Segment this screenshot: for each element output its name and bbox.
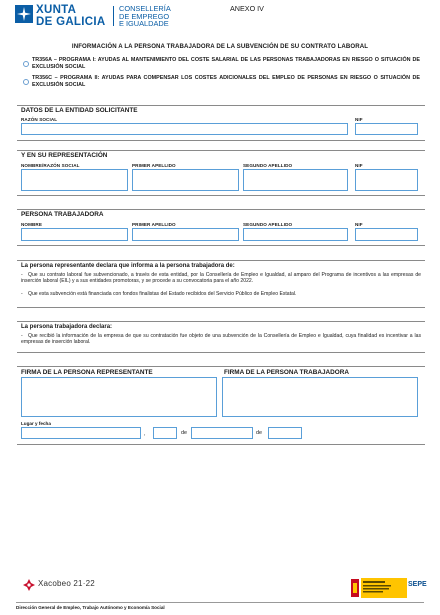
entidad-nif-input[interactable] <box>355 123 418 135</box>
anio-input[interactable] <box>268 427 302 439</box>
gobierno-espana-logo-icon <box>351 578 407 598</box>
entidad-title: DATOS DE LA ENTIDAD SOLICITANTE <box>21 107 138 114</box>
trab-nif-label: NIF <box>355 222 363 227</box>
trab-apellido1-label: PRIMER APELLIDO <box>132 222 176 227</box>
rep-apellido1-label: PRIMER APELLIDO <box>132 163 176 168</box>
conselleria-line-3: E IGUALDADE <box>119 19 169 29</box>
trab-apellido2-input[interactable] <box>243 228 348 241</box>
footer-divider <box>16 602 424 603</box>
firma-trabajadora-box[interactable] <box>222 377 418 417</box>
page-title: INFORMACIÓN A LA PERSONA TRABAJADORA DE LA SUBVENCIÓN DE SU CONTRATO LABORAL <box>71 43 369 50</box>
trab-nombre-label: NOMBRE <box>21 222 43 227</box>
xunta-logo-text <box>36 5 105 28</box>
trabajadora-title: PERSONA TRABAJADORA <box>21 211 104 218</box>
xacobeo-text: Xacobeo 21·22 <box>38 579 95 588</box>
conselleria-text <box>119 5 204 28</box>
lugar-input[interactable] <box>21 427 141 439</box>
representacion-title: Y EN SU REPRESENTACIÓN <box>21 152 108 159</box>
razon-social-label: RAZÓN SOCIAL <box>21 117 58 122</box>
rep-nif-label: NIF <box>355 163 363 168</box>
declaracion-representante-text-2: Que esta subvención está financiada con fondos finalistas del Estado recibidos del Servicio Público de Empleo Estatal. <box>28 291 297 297</box>
trab-apellido1-input[interactable] <box>132 228 239 241</box>
rep-nombre-input[interactable] <box>21 169 128 191</box>
rep-apellido2-label: SEGUNDO APELLIDO <box>243 163 293 168</box>
firma-trabajadora-title: FIRMA DE LA PERSONA TRABAJADORA <box>224 369 349 376</box>
entidad-nif-label: NIF <box>355 117 363 122</box>
footer-direccion: Dirección General de Empleo, Trabajo Autónomo y Economía Social <box>16 605 165 610</box>
firma-representante-title: FIRMA DE LA PERSONA REPRESENTANTE <box>21 369 153 376</box>
conselleria-line-1: CONSELLERÍA <box>119 4 171 13</box>
bullet-dash: - <box>21 272 23 278</box>
program-2-radio[interactable] <box>23 79 29 85</box>
program-2-label: TR356C – PROGRAMA II: AYUDAS PARA COMPENSAR LOS COSTES ADICIONALES DEL EMPLEO DE PERSONAS EN RIESGO O SITUACIÓN DE EXCLUSIÓN SOCIAL <box>32 75 420 88</box>
xunta-line-1: XUNTA <box>36 4 77 16</box>
de-separator-1: de <box>181 430 187 436</box>
lugar-fecha-label: Lugar y fecha <box>21 421 51 426</box>
rep-apellido2-input[interactable] <box>243 169 348 191</box>
mes-input[interactable] <box>191 427 253 439</box>
declaracion-representante-title: La persona representante declara que informa a la persona trabajadora de: <box>21 263 235 269</box>
sepe-logo-text: SEPE <box>408 581 427 588</box>
conselleria-line-2: DE EMPREGO <box>119 11 170 21</box>
declaracion-representante-item-2 <box>21 291 421 297</box>
program-1-label: TR356A – PROGRAMA I: AYUDAS AL MANTENIMIENTO DEL COSTE SALARIAL DE LAS PERSONAS TRABAJADORAS EN RIESGO O SITUACIÓN DE EXCLUSIÓN SOCIAL <box>32 57 420 70</box>
declaracion-representante-item-1 <box>21 272 421 285</box>
rep-nif-input[interactable] <box>355 169 418 191</box>
comma-separator: , <box>144 431 146 437</box>
xunta-line-2: DE GALICIA <box>36 15 106 28</box>
program-1-radio[interactable] <box>23 61 29 67</box>
de-separator-2: de <box>256 430 262 436</box>
dia-input[interactable] <box>153 427 177 439</box>
bullet-dash: - <box>21 291 23 297</box>
xacobeo-logo-icon <box>22 578 36 592</box>
declaracion-representante-text-1: Que su contrato laboral fue subvencionado, a través de esta entidad, por la Consellería de Empleo e Igualdad, al amparo del Programa de incentivos a las empresas de inserción laboral (EIL) y a sus entidades promotoras, y se procede a su convocatoria para el año 2022. <box>21 272 421 285</box>
anexo-label: ANEXO IV <box>230 4 264 13</box>
bullet-dash: - <box>21 333 23 339</box>
trab-apellido2-label: SEGUNDO APELLIDO <box>243 222 293 227</box>
declaracion-trabajadora-item-1 <box>21 333 421 346</box>
rep-nombre-label: NOMBRE/RAZÓN SOCIAL <box>21 163 80 168</box>
xunta-logo-icon <box>15 5 33 23</box>
declaracion-trabajadora-text-1: Que recibió la información de la empresa de que su contratación fue objeto de una subvención de la Consellería de Empleo e Igualdad, cuya finalidad es incentivar a las empresas de inserción laboral. <box>21 333 421 346</box>
trab-nombre-input[interactable] <box>21 228 128 241</box>
declaracion-trabajadora-title: La persona trabajadora declara: <box>21 324 113 330</box>
firma-representante-box[interactable] <box>21 377 217 417</box>
logo-divider <box>113 6 114 26</box>
razon-social-input[interactable] <box>21 123 348 135</box>
trab-nif-input[interactable] <box>355 228 418 241</box>
rep-apellido1-input[interactable] <box>132 169 239 191</box>
